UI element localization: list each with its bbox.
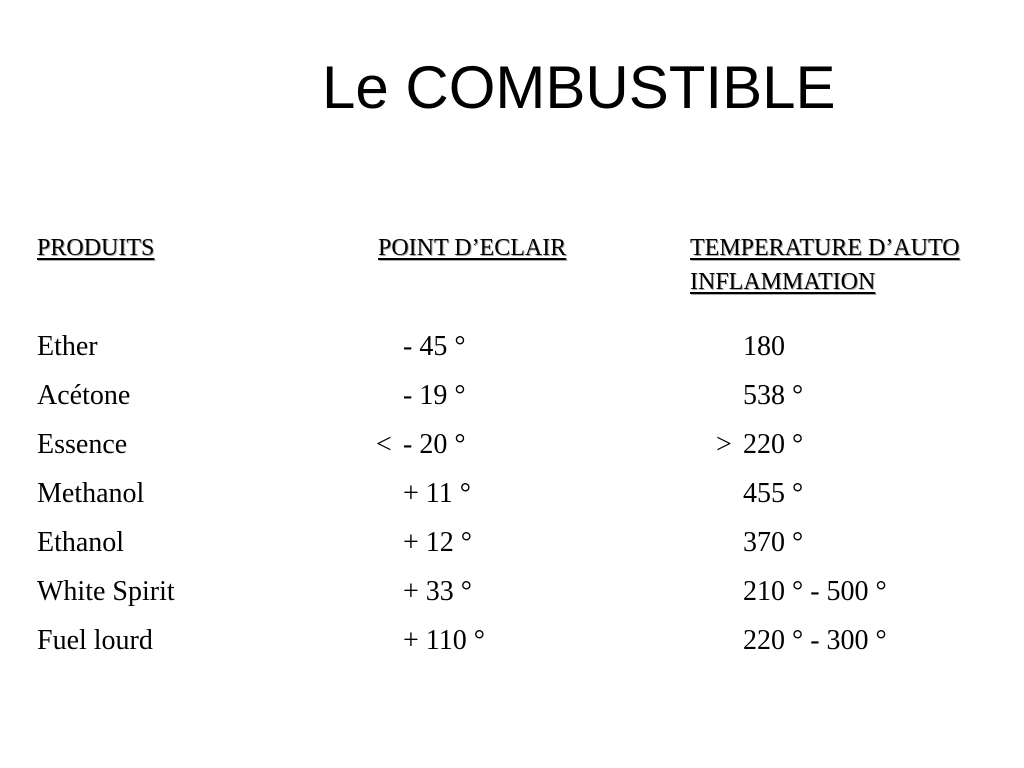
flash-value: + 12 ° <box>403 527 472 558</box>
header-temperature-line1: TEMPERATURE D’AUTO <box>690 235 960 261</box>
flash-value: + 33 ° <box>403 576 472 607</box>
flash-value: + 11 ° <box>403 478 471 509</box>
auto-prefix: > <box>716 429 732 460</box>
header-temperature-line2: INFLAMMATION <box>690 269 876 295</box>
table-row <box>0 376 1024 425</box>
flash-point <box>376 327 466 367</box>
auto-value: 455 ° <box>743 478 804 509</box>
auto-ignition <box>716 425 803 465</box>
auto-value: 538 ° <box>743 380 804 411</box>
header-produits: PRODUITS <box>37 235 155 261</box>
flash-point <box>376 376 466 416</box>
product-name: Essence <box>37 429 128 460</box>
slide-title: Le COMBUSTIBLE <box>322 54 836 121</box>
product-name: Methanol <box>37 478 145 509</box>
auto-ignition <box>716 327 785 367</box>
auto-ignition <box>716 621 887 661</box>
flash-point <box>376 425 466 465</box>
flash-point <box>376 621 485 661</box>
product-name: Acétone <box>37 380 131 411</box>
table-row <box>0 425 1024 474</box>
table-row <box>0 621 1024 670</box>
auto-value: 210 ° - 500 ° <box>743 576 887 607</box>
header-point-eclair: POINT D’ECLAIR <box>378 235 567 261</box>
flash-point <box>376 572 472 612</box>
product-name: White Spirit <box>37 576 175 607</box>
auto-value: 220 ° <box>743 429 804 460</box>
table-row <box>0 572 1024 621</box>
flash-point <box>376 474 471 514</box>
auto-ignition <box>716 474 803 514</box>
table-row <box>0 327 1024 376</box>
auto-value: 370 ° <box>743 527 804 558</box>
product-name: Fuel lourd <box>37 625 153 656</box>
auto-value: 220 ° - 300 ° <box>743 625 887 656</box>
table-row <box>0 523 1024 572</box>
auto-ignition <box>716 523 803 563</box>
header-temperature <box>690 231 960 299</box>
auto-ignition <box>716 376 803 416</box>
auto-ignition <box>716 572 887 612</box>
flash-value: - 20 ° <box>403 429 466 460</box>
product-table <box>0 327 1024 670</box>
table-row <box>0 474 1024 523</box>
product-name: Ethanol <box>37 527 125 558</box>
auto-value: 180 <box>743 331 785 362</box>
flash-value: + 110 ° <box>403 625 485 656</box>
flash-value: - 19 ° <box>403 380 466 411</box>
flash-point <box>376 523 472 563</box>
flash-value: - 45 ° <box>403 331 466 362</box>
flash-prefix: < <box>376 429 392 460</box>
product-name: Ether <box>37 331 98 362</box>
